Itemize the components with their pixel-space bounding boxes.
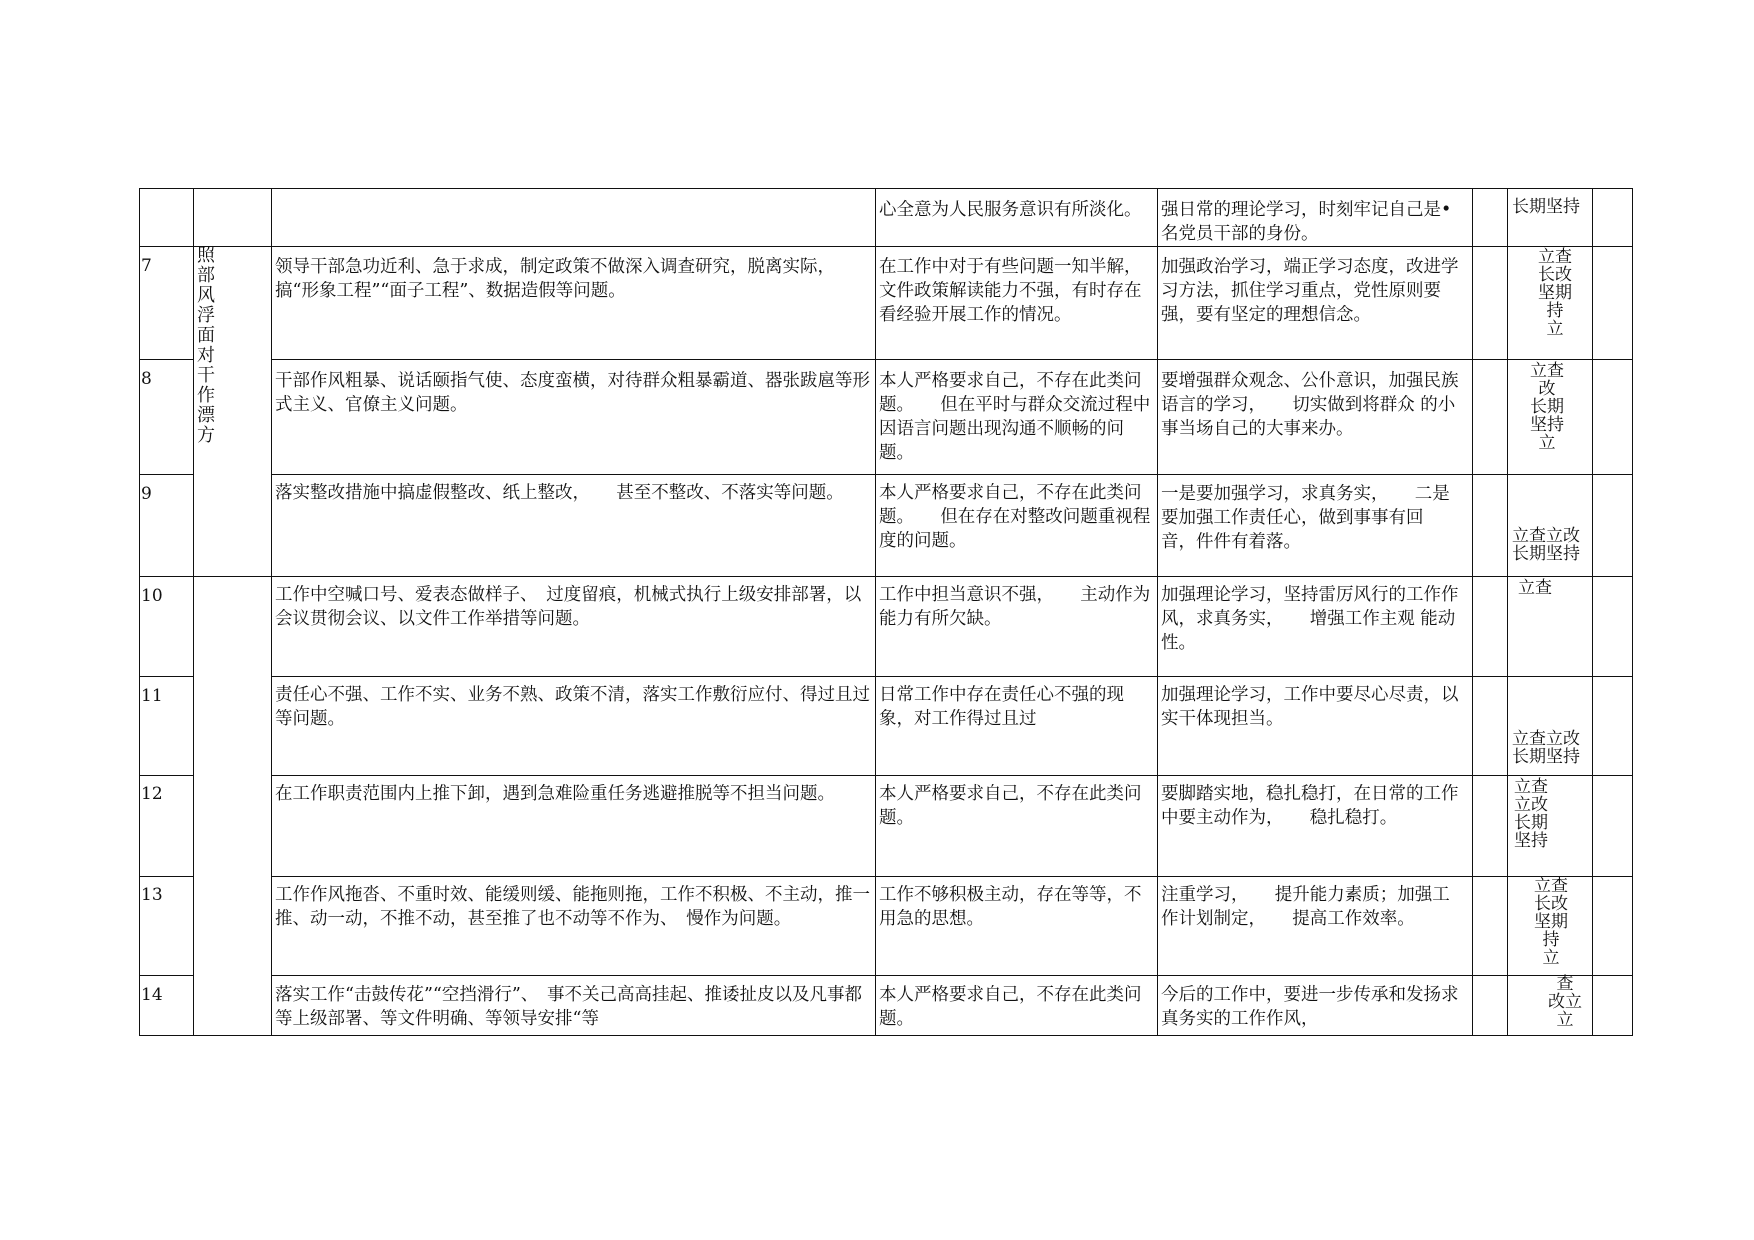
row-divider bbox=[271, 474, 1633, 475]
row-divider bbox=[271, 975, 1633, 976]
row-divider bbox=[271, 676, 1633, 677]
self-check-cell: 心全意为人民服务意识有所淡化。 bbox=[879, 200, 1142, 220]
row-divider bbox=[139, 676, 193, 677]
problem-cell: 在工作职责范围内上推下卸，遇到急难险重任务逃避推脱等不担当问题。 bbox=[275, 784, 835, 804]
self-check-cell: 工作不够积极主动，存在等等，不用急的思想。 bbox=[879, 885, 1142, 929]
measure-line: 长改 bbox=[1534, 894, 1568, 914]
problem-cell: 落实工作“击鼓传花”“空挡滑行”、 事不关己高高挂起、推诿扯皮以及凡事都等上级部署、等文件明确、等领导安排“等 bbox=[275, 985, 863, 1029]
measure-line: 查 bbox=[1556, 974, 1574, 994]
measure-line: 长期 bbox=[1530, 397, 1564, 417]
self-check-cell: 本人严格要求自己，不存在此类问题。 bbox=[879, 985, 1142, 1029]
measure-line: 立查 bbox=[1518, 578, 1552, 598]
self-check-cell: 本人严格要求自己，不存在此类问题。 bbox=[879, 784, 1142, 828]
measure-line: 坚期 bbox=[1534, 912, 1568, 932]
rectify-cell: 加强理论学习，坚持雷厉风行的工作作风，求真务实， 增强工作主观 能动性。 bbox=[1161, 585, 1459, 653]
rectify-cell: 要增强群众观念、公仆意识，加强民族语言的学习， 切实做到将群众 的小事当场自己的大事来办。 bbox=[1161, 371, 1459, 439]
measure-cell bbox=[1534, 877, 1568, 967]
row-divider bbox=[271, 775, 1633, 776]
category-char: 面 bbox=[197, 325, 215, 346]
category-char: 方 bbox=[197, 425, 215, 446]
table-border-left bbox=[139, 188, 140, 1036]
measure-cell bbox=[1518, 579, 1552, 597]
row-divider bbox=[139, 876, 193, 877]
measure-line: 立 bbox=[1542, 948, 1560, 968]
measure-cell bbox=[1512, 527, 1580, 563]
measure-line: 坚持 bbox=[1530, 415, 1564, 435]
self-check-cell: 工作中担当意识不强， 主动作为能力有所欠缺。 bbox=[879, 585, 1151, 629]
self-check-cell: 本人严格要求自己，不存在此类问题。 但在平时与群众交流过程中因语言问题出现沟通不顺畅的问题。 bbox=[879, 371, 1151, 463]
measure-cell bbox=[1548, 975, 1582, 1029]
measure-cell bbox=[1514, 778, 1548, 850]
problem-cell: 工作作风拖沓、不重时效、能缓则缓、能拖则拖，工作不积极、不主动，推一推、动一动，不推不动，甚至推了也不动等不作为、 慢作为问题。 bbox=[275, 885, 870, 929]
row-number: 9 bbox=[141, 484, 152, 504]
row-number: 8 bbox=[141, 369, 152, 389]
category-vertical-label bbox=[196, 246, 216, 446]
column-divider bbox=[1592, 188, 1593, 1036]
rectify-cell: 加强理论学习，工作中要尽心尽责，以实干体现担当。 bbox=[1161, 685, 1459, 729]
row-number: 12 bbox=[141, 784, 163, 804]
table-border-right bbox=[1632, 188, 1633, 1036]
category-char: 对 bbox=[197, 345, 215, 366]
row-number: 11 bbox=[141, 686, 163, 706]
row-divider bbox=[139, 359, 193, 360]
measure-line: 持 bbox=[1542, 930, 1560, 950]
measure-line: 坚期 bbox=[1538, 283, 1572, 303]
row-number: 14 bbox=[141, 985, 163, 1005]
measure-line: 坚持 bbox=[1514, 831, 1548, 851]
row-number: 7 bbox=[141, 256, 152, 276]
measure-line: 长改 bbox=[1538, 265, 1572, 285]
measure-line: 立查 bbox=[1514, 777, 1548, 797]
category-char: 漂 bbox=[197, 405, 215, 426]
measure-line: 改立 bbox=[1548, 992, 1582, 1012]
measure-line: 长期坚持 bbox=[1512, 197, 1580, 217]
measure-line: 立改 bbox=[1514, 795, 1548, 815]
row-divider bbox=[271, 876, 1633, 877]
row-number: 10 bbox=[141, 586, 163, 606]
measure-line: 立 bbox=[1546, 319, 1564, 339]
rectify-cell: 要脚踏实地，稳扎稳打，在日常的工作中要主动作为， 稳扎稳打。 bbox=[1161, 784, 1459, 828]
self-check-cell: 本人严格要求自己，不存在此类问题。 但在存在对整改问题重视程度的问题。 bbox=[879, 483, 1151, 551]
row-divider bbox=[271, 359, 1633, 360]
rectify-cell: 注重学习， 提升能力素质；加强工 作计划制定， 提高工作效率。 bbox=[1161, 885, 1450, 929]
measure-line: 立查 bbox=[1538, 247, 1572, 267]
measure-line: 长期 bbox=[1514, 813, 1548, 833]
problem-cell: 责任心不强、工作不实、业务不熟、政策不清，落实工作敷衍应付、得过且过等问题。 bbox=[275, 685, 870, 729]
category-char: 干 bbox=[197, 365, 215, 386]
rectify-cell: 强日常的理论学习，时刻牢记自己是•名党员干部的身份。 bbox=[1161, 200, 1452, 244]
measure-line: 立查立改 bbox=[1512, 729, 1580, 749]
measure-cell bbox=[1512, 198, 1580, 216]
row-divider bbox=[139, 576, 1633, 577]
measure-line: 立 bbox=[1538, 433, 1556, 453]
problem-cell: 干部作风粗暴、说话颐指气使、态度蛮横，对待群众粗暴霸道、器张跋扈等形式主义、官僚主义问题。 bbox=[275, 371, 870, 415]
category-char: 作 bbox=[197, 385, 215, 406]
problem-cell: 工作中空喊口号、爱表态做样子、 过度留痕，机械式执行上级安排部署，以会议贯彻会议、以文件工作举措等问题。 bbox=[275, 585, 862, 629]
row-divider bbox=[139, 775, 193, 776]
measure-line: 持 bbox=[1546, 301, 1564, 321]
column-divider bbox=[1472, 188, 1473, 1036]
column-divider bbox=[271, 188, 272, 1036]
row-divider bbox=[139, 975, 193, 976]
measure-line: 立查立改 bbox=[1512, 526, 1580, 546]
row-number: 13 bbox=[141, 885, 163, 905]
column-divider bbox=[1157, 188, 1158, 1036]
category-char: 风 bbox=[197, 285, 215, 306]
self-check-cell: 日常工作中存在责任心不强的现象，对工作得过且过 bbox=[879, 685, 1124, 729]
measure-line: 改 bbox=[1538, 379, 1556, 399]
measure-line: 立查 bbox=[1534, 876, 1568, 896]
column-divider bbox=[875, 188, 876, 1036]
table-border-top bbox=[139, 188, 1633, 189]
category-char: 浮 bbox=[197, 305, 215, 326]
measure-line: 立 bbox=[1556, 1010, 1574, 1030]
column-divider bbox=[1507, 188, 1508, 1036]
category-char: 部 bbox=[197, 265, 215, 286]
rectify-cell: 今后的工作中，要进一步传承和发扬求真务实的工作作风， bbox=[1161, 985, 1459, 1029]
measure-line: 长期坚持 bbox=[1512, 747, 1580, 767]
rectify-cell: 一是要加强学习，求真务实， 二是 要加强工作责任心，做到事事有回 音，件件有着落。 bbox=[1161, 484, 1450, 552]
rectify-cell: 加强政治学习，端正学习态度，改进学习方法，抓住学习重点，党性原则要强，要有坚定的理想信念。 bbox=[1161, 257, 1459, 325]
row-divider bbox=[139, 246, 1633, 247]
measure-cell bbox=[1538, 248, 1572, 338]
measure-line: 长期坚持 bbox=[1512, 544, 1580, 564]
problem-cell: 落实整改措施中搞虚假整改、纸上整改， 甚至不整改、不落实等问题。 bbox=[275, 483, 844, 503]
problem-cell: 领导干部急功近利、急于求成，制定政策不做深入调查研究，脱离实际，搞“形象工程”“面子工程”、数据造假等问题。 bbox=[275, 257, 835, 301]
table-border-bottom bbox=[139, 1035, 1633, 1036]
measure-cell bbox=[1530, 362, 1564, 452]
row-divider bbox=[139, 474, 193, 475]
measure-line: 立查 bbox=[1530, 361, 1564, 381]
measure-cell bbox=[1512, 730, 1580, 766]
category-char: 照 bbox=[197, 245, 215, 266]
self-check-cell: 在工作中对于有些问题一知半解，文件政策解读能力不强，有时存在看经验开展工作的情况。 bbox=[879, 257, 1142, 325]
column-divider bbox=[193, 188, 194, 1036]
